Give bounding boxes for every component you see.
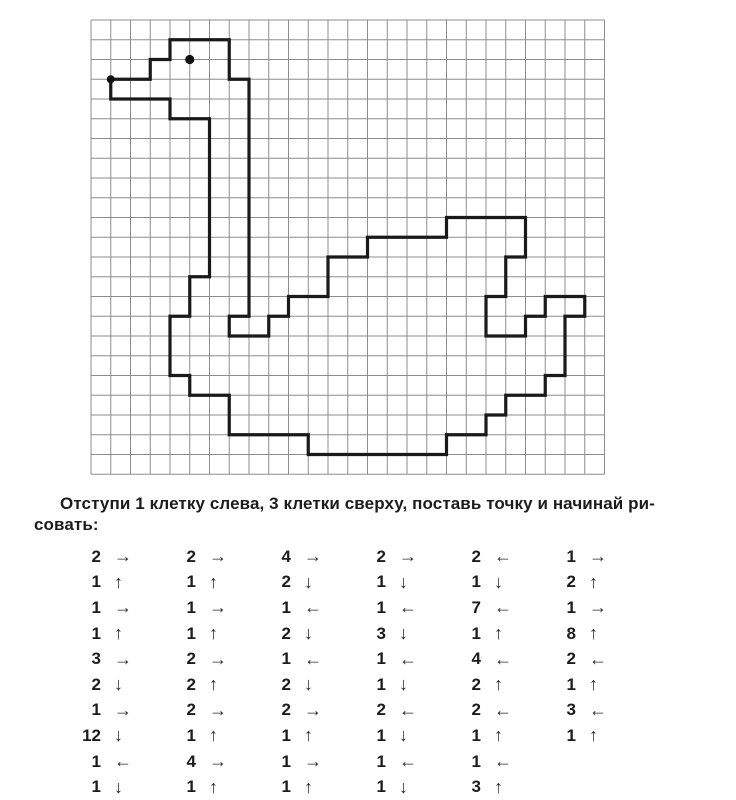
step-count: 2 [91, 674, 101, 694]
arrow-down-icon: ↓ [304, 571, 313, 592]
step-count: 1 [186, 572, 196, 592]
step-count: 1 [281, 725, 291, 745]
step-count: 12 [82, 725, 101, 745]
step-count: 1 [566, 674, 576, 694]
step-count: 1 [471, 623, 481, 643]
step-count: 1 [376, 725, 386, 745]
grid-lines [91, 20, 605, 474]
step-count: 1 [376, 777, 386, 797]
arrow-left-icon: ← [494, 699, 512, 720]
step-cell [451, 698, 546, 724]
step-cell [451, 672, 546, 698]
step-cell [546, 774, 641, 800]
step-cell [546, 646, 641, 672]
step-count: 2 [376, 700, 386, 720]
arrow-right-icon: → [209, 751, 227, 772]
step-count: 1 [471, 572, 481, 592]
arrow-down-icon: ↓ [399, 725, 408, 746]
step-cell [451, 595, 546, 621]
step-count: 2 [281, 700, 291, 720]
step-cell [166, 749, 261, 775]
step-cell [166, 621, 261, 647]
step-count: 1 [281, 751, 291, 771]
step-cell [71, 544, 166, 570]
arrow-up-icon: ↑ [494, 725, 503, 746]
instruction-line-2: совать: [34, 515, 99, 534]
arrow-left-icon: ← [589, 699, 607, 720]
arrow-right-icon: → [589, 597, 607, 618]
arrow-right-icon: → [209, 546, 227, 567]
eye-dot [185, 55, 194, 64]
step-count: 4 [281, 546, 291, 566]
arrow-left-icon: ← [494, 648, 512, 669]
step-count: 1 [376, 649, 386, 669]
step-cell [261, 621, 356, 647]
arrow-up-icon: ↑ [209, 623, 218, 644]
arrow-up-icon: ↑ [114, 571, 123, 592]
step-count: 1 [186, 725, 196, 745]
step-count: 1 [376, 674, 386, 694]
step-cell [451, 544, 546, 570]
step-cell [71, 646, 166, 672]
step-cell [261, 570, 356, 596]
step-count: 1 [91, 623, 101, 643]
step-cell [356, 723, 451, 749]
step-count: 8 [566, 623, 576, 643]
step-count: 1 [281, 597, 291, 617]
step-cell [451, 774, 546, 800]
arrow-down-icon: ↓ [114, 776, 123, 797]
step-cell [166, 774, 261, 800]
arrow-left-icon: ← [399, 751, 417, 772]
step-cell [261, 723, 356, 749]
arrow-left-icon: ← [494, 751, 512, 772]
arrow-up-icon: ↑ [589, 623, 598, 644]
step-count: 1 [471, 725, 481, 745]
arrow-left-icon: ← [304, 597, 322, 618]
step-count: 1 [566, 597, 576, 617]
step-cell [546, 621, 641, 647]
step-cell [166, 570, 261, 596]
step-cell [71, 672, 166, 698]
arrow-left-icon: ← [399, 648, 417, 669]
step-count: 1 [471, 751, 481, 771]
arrow-down-icon: ↓ [304, 623, 313, 644]
step-count: 2 [186, 649, 196, 669]
arrow-right-icon: → [304, 751, 322, 772]
arrow-up-icon: ↑ [114, 623, 123, 644]
arrow-up-icon: ↑ [494, 623, 503, 644]
arrow-left-icon: ← [114, 751, 132, 772]
arrow-left-icon: ← [494, 546, 512, 567]
arrow-up-icon: ↑ [209, 674, 218, 695]
step-cell [356, 698, 451, 724]
arrow-up-icon: ↑ [209, 725, 218, 746]
step-cell [261, 544, 356, 570]
step-cell [166, 544, 261, 570]
step-count: 2 [91, 546, 101, 566]
arrow-down-icon: ↓ [114, 725, 123, 746]
step-count: 1 [91, 572, 101, 592]
step-cell [356, 544, 451, 570]
dictation-steps-table [71, 544, 641, 800]
arrow-right-icon: → [114, 699, 132, 720]
arrow-right-icon: → [114, 546, 132, 567]
arrow-left-icon: ← [399, 699, 417, 720]
step-count: 2 [566, 572, 576, 592]
step-count: 1 [91, 751, 101, 771]
arrow-right-icon: → [114, 648, 132, 669]
step-count: 7 [471, 597, 481, 617]
step-cell [261, 595, 356, 621]
arrow-down-icon: ↓ [304, 674, 313, 695]
arrow-right-icon: → [304, 546, 322, 567]
step-cell [451, 646, 546, 672]
step-cell [451, 570, 546, 596]
instruction-text [34, 493, 712, 535]
step-count: 2 [376, 546, 386, 566]
step-cell [71, 595, 166, 621]
step-cell [166, 672, 261, 698]
step-cell [71, 698, 166, 724]
start-dot [107, 75, 115, 83]
arrow-down-icon: ↓ [399, 571, 408, 592]
arrow-down-icon: ↓ [399, 776, 408, 797]
step-count: 3 [566, 700, 576, 720]
step-cell [356, 672, 451, 698]
step-cell [356, 570, 451, 596]
step-count: 2 [186, 674, 196, 694]
step-count: 4 [186, 751, 196, 771]
arrow-down-icon: ↓ [399, 674, 408, 695]
step-cell [71, 774, 166, 800]
step-count: 3 [471, 777, 481, 797]
step-count: 1 [186, 777, 196, 797]
step-count: 2 [471, 700, 481, 720]
arrow-up-icon: ↑ [494, 674, 503, 695]
step-cell [546, 749, 641, 775]
arrow-left-icon: ← [399, 597, 417, 618]
arrow-up-icon: ↑ [209, 776, 218, 797]
step-cell [166, 595, 261, 621]
arrow-up-icon: ↑ [589, 725, 598, 746]
step-count: 1 [281, 649, 291, 669]
arrow-right-icon: → [399, 546, 417, 567]
arrow-left-icon: ← [589, 648, 607, 669]
step-cell [546, 723, 641, 749]
arrow-up-icon: ↑ [304, 725, 313, 746]
step-cell [451, 621, 546, 647]
step-count: 1 [376, 597, 386, 617]
arrow-right-icon: → [209, 597, 227, 618]
arrow-up-icon: ↑ [494, 776, 503, 797]
step-count: 2 [186, 700, 196, 720]
step-cell [261, 646, 356, 672]
step-cell [546, 672, 641, 698]
step-count: 2 [471, 674, 481, 694]
step-cell [261, 698, 356, 724]
step-cell [261, 774, 356, 800]
arrow-up-icon: ↑ [304, 776, 313, 797]
arrow-up-icon: ↑ [209, 571, 218, 592]
step-cell [546, 698, 641, 724]
arrow-left-icon: ← [304, 648, 322, 669]
step-cell [356, 749, 451, 775]
step-cell [546, 570, 641, 596]
step-cell [356, 621, 451, 647]
arrow-right-icon: → [209, 699, 227, 720]
step-count: 3 [91, 649, 101, 669]
step-count: 2 [186, 546, 196, 566]
arrow-right-icon: → [304, 699, 322, 720]
step-cell [356, 595, 451, 621]
step-cell [71, 749, 166, 775]
step-cell [546, 544, 641, 570]
step-count: 4 [471, 649, 481, 669]
step-cell [71, 723, 166, 749]
step-count: 1 [281, 777, 291, 797]
step-cell [451, 749, 546, 775]
arrow-down-icon: ↓ [114, 674, 123, 695]
step-count: 1 [91, 597, 101, 617]
step-count: 1 [566, 546, 576, 566]
step-count: 1 [91, 700, 101, 720]
step-cell [356, 774, 451, 800]
step-count: 2 [281, 623, 291, 643]
arrow-up-icon: ↑ [589, 571, 598, 592]
step-count: 2 [281, 674, 291, 694]
step-count: 2 [281, 572, 291, 592]
step-count: 1 [91, 777, 101, 797]
step-cell [166, 646, 261, 672]
step-cell [451, 723, 546, 749]
arrow-left-icon: ← [494, 597, 512, 618]
step-cell [546, 595, 641, 621]
instruction-line-1: Отступи 1 клетку слева, 3 клетки сверху, поставь точку и начинай ри- [60, 494, 655, 513]
step-cell [71, 621, 166, 647]
arrow-down-icon: ↓ [399, 623, 408, 644]
step-cell [166, 723, 261, 749]
arrow-right-icon: → [209, 648, 227, 669]
step-count: 1 [566, 725, 576, 745]
step-count: 2 [471, 546, 481, 566]
arrow-right-icon: → [589, 546, 607, 567]
step-cell [166, 698, 261, 724]
step-count: 3 [376, 623, 386, 643]
step-cell [356, 646, 451, 672]
step-count: 1 [376, 572, 386, 592]
arrow-down-icon: ↓ [494, 571, 503, 592]
step-count: 1 [376, 751, 386, 771]
step-count: 1 [186, 623, 196, 643]
step-cell [261, 672, 356, 698]
step-cell [71, 570, 166, 596]
step-count: 2 [566, 649, 576, 669]
arrow-right-icon: → [114, 597, 132, 618]
step-count: 1 [186, 597, 196, 617]
arrow-up-icon: ↑ [589, 674, 598, 695]
step-cell [261, 749, 356, 775]
